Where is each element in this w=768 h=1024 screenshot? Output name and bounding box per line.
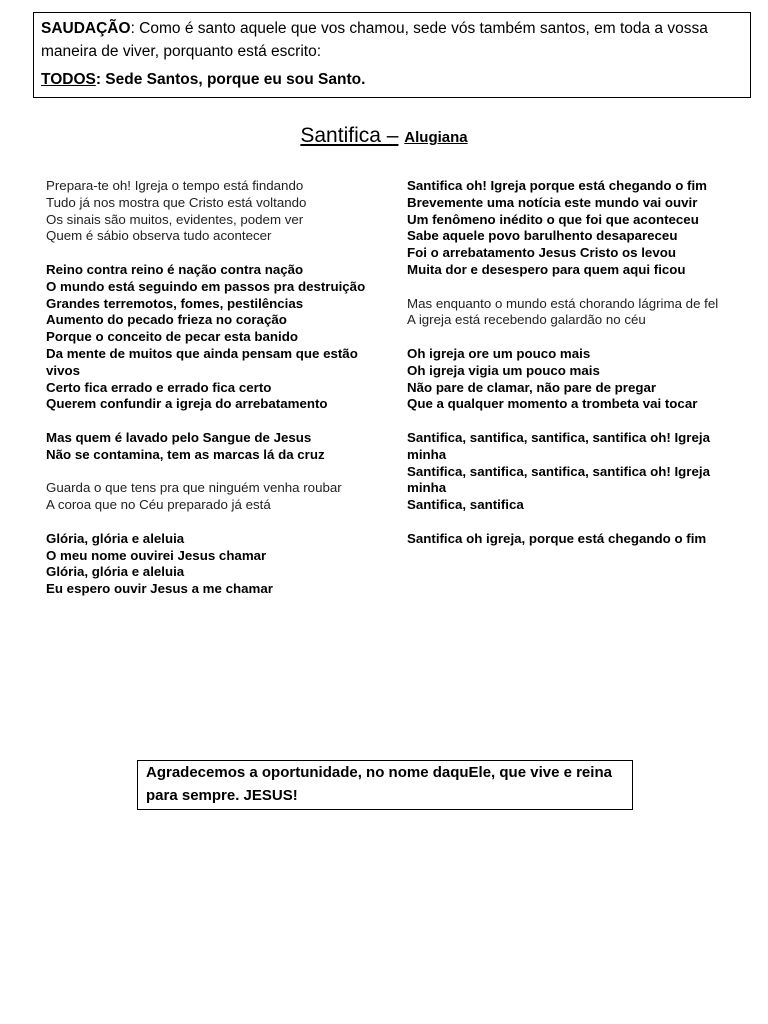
lyric-line: Prepara-te oh! Igreja o tempo está findando bbox=[46, 178, 304, 193]
lyric-line: Que a qualquer momento a trombeta vai tocar bbox=[407, 396, 698, 412]
lyrics-left-column bbox=[46, 178, 366, 615]
lyrics-stanza bbox=[407, 178, 727, 279]
lyrics-stanza bbox=[46, 531, 366, 598]
lyrics-stanza bbox=[46, 262, 366, 413]
lyrics-stanza bbox=[46, 430, 366, 464]
lyric-line: Reino contra reino é nação contra nação bbox=[46, 261, 304, 277]
lyric-line: Um fenômeno inédito o que foi que aconteceu bbox=[407, 211, 699, 227]
lyric-line: Muita dor e desespero para quem aqui ficou bbox=[407, 261, 686, 277]
response-label: TODOS bbox=[41, 71, 96, 88]
lyric-line: Sabe aquele povo barulhento desapareceu bbox=[407, 228, 678, 244]
closing-text: Agradecemos a oportunidade, no nome daquEle, que vive e reina para sempre. JESUS! bbox=[146, 764, 612, 804]
lyric-line: Glória, glória e aleluia bbox=[46, 564, 185, 580]
response-text: : Sede Santos, porque eu sou Santo. bbox=[95, 71, 366, 88]
lyric-line: Santifica, santifica, santifica, santifica oh! Igreja minha bbox=[407, 429, 710, 462]
lyric-line: Não pare de clamar, não pare de pregar bbox=[407, 379, 657, 395]
lyric-line: Glória, glória e aleluia bbox=[46, 530, 185, 546]
lyrics-stanza bbox=[407, 531, 727, 548]
lyric-line: Santifica, santifica, santifica, santifica oh! Igreja minha bbox=[407, 463, 710, 496]
lyric-line: Brevemente uma notícia este mundo vai ouvir bbox=[407, 194, 698, 210]
greeting-box bbox=[33, 12, 751, 98]
lyrics-stanza bbox=[407, 346, 727, 413]
lyric-line: Quem é sábio observa tudo acontecer bbox=[46, 228, 272, 244]
song-author: Alugiana bbox=[404, 129, 468, 146]
lyric-line: Santifica oh! Igreja porque está chegando o fim bbox=[407, 178, 707, 193]
lyric-line: Foi o arrebatamento Jesus Cristo os levou bbox=[407, 245, 676, 261]
lyric-line: Certo fica errado e errado fica certo bbox=[46, 379, 272, 395]
lyric-line: Tudo já nos mostra que Cristo está voltando bbox=[46, 194, 307, 210]
greeting-label: SAUDAÇÃO bbox=[41, 20, 131, 37]
lyric-line: A igreja está recebendo galardão no céu bbox=[407, 312, 646, 328]
lyric-line: Mas enquanto o mundo está chorando lágrima de fel bbox=[407, 295, 719, 311]
lyric-line: Querem confundir a igreja do arrebatamento bbox=[46, 396, 328, 412]
lyric-line: Porque o conceito de pecar esta banido bbox=[46, 329, 298, 345]
lyric-line: Não se contamina, tem as marcas lá da cruz bbox=[46, 446, 325, 462]
lyric-line: Guarda o que tens pra que ninguém venha roubar bbox=[46, 480, 342, 496]
lyric-line: Os sinais são muitos, evidentes, podem ver bbox=[46, 211, 304, 227]
lyric-line: O mundo está seguindo em passos pra destruição bbox=[46, 278, 366, 294]
lyric-line: Oh igreja ore um pouco mais bbox=[407, 345, 591, 361]
lyric-line: O meu nome ouvirei Jesus chamar bbox=[46, 547, 267, 563]
lyric-line: Da mente de muitos que ainda pensam que estão vivos bbox=[46, 345, 358, 378]
lyric-line: A coroa que no Céu preparado já está bbox=[46, 497, 271, 513]
greeting-text: : Como é santo aquele que vos chamou, sede vós também santos, em toda a vossa maneira de viver, porquanto está escrito: bbox=[41, 20, 708, 60]
lyrics-stanza bbox=[407, 430, 727, 514]
lyric-line: Grandes terremotos, fomes, pestilências bbox=[46, 295, 304, 311]
lyric-line: Oh igreja vigia um pouco mais bbox=[407, 362, 600, 378]
lyrics-stanza bbox=[407, 296, 727, 330]
lyric-line: Santifica, santifica bbox=[407, 497, 524, 513]
lyrics-stanza bbox=[46, 480, 366, 514]
greeting-paragraph bbox=[41, 17, 743, 63]
lyrics-stanza bbox=[46, 178, 366, 245]
lyrics-right-column bbox=[407, 178, 727, 564]
lyric-line: Santifica oh igreja, porque está chegando o fim bbox=[407, 530, 707, 546]
lyric-line: Mas quem é lavado pelo Sangue de Jesus bbox=[46, 429, 312, 445]
closing-box bbox=[137, 760, 633, 810]
lyric-line: Eu espero ouvir Jesus a me chamar bbox=[46, 581, 273, 597]
song-title bbox=[0, 122, 768, 152]
lyric-line: Aumento do pecado frieza no coração bbox=[46, 312, 287, 328]
response-paragraph bbox=[41, 68, 743, 91]
song-name: Santifica – bbox=[300, 124, 399, 147]
